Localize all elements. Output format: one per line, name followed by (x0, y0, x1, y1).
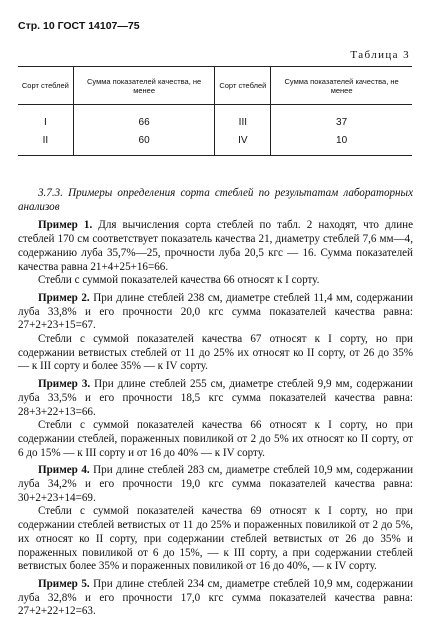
example-paragraph: Стебли с суммой показателей качества 67 относят к I сорту, но при содержании ветвистых стеблей от 11 до 25% их относят ко II сорту, от 26 до 35% — к III сорту и более 35% — к IV сорту. (18, 333, 413, 373)
table-cell: IV (215, 131, 271, 156)
quality-table (18, 66, 412, 156)
example-paragraph: Стебли с суммой показателей качества 66 относят к I сорту, но при содержании стеблей, пораженных повиликой от 2 до 5% их относят ко II сорту, от 6 до 15% — к III сорту и от 16 до 40% — к IV сорту. (18, 419, 413, 459)
example-paragraph: Стебли с суммой показателей качества 69 относят к I сорту, но при содержании стеблей ветвистых от 11 до 25% и пораженных повиликой от 2 до 5%, их относят ко II сорту, при содержании стеблей ветвистых от 26 до 35% и пораженных повиликой от 6 до 15%, — к III сорту, а при содержании стеблей ветвистых более 35% и пораженных повиликой от 16 до 40%, — к IV сорту. (18, 505, 413, 573)
example-paragraph (18, 292, 413, 333)
col-header-grade: Сорт стеблей (215, 67, 271, 105)
table-cell: 60 (73, 131, 215, 156)
example-paragraph: Стебли с суммой показателей качества 66 относят к I сорту. (38, 274, 320, 287)
table-row (18, 105, 412, 132)
example-label: Пример 2. (38, 291, 90, 304)
example-label: Пример 4. (38, 464, 90, 477)
example-paragraph (18, 219, 413, 274)
col-header-grade: Сорт стеблей (18, 67, 73, 105)
col-header-sum: Сумма показателей качества, не менее (271, 67, 412, 105)
table-cell: I (43, 116, 47, 128)
section-heading (18, 187, 413, 214)
example-text: При длине стеблей 234 см, диаметре стеблей 10,9 мм, содержании луба 32,8% и его прочности 17,0 кгс сумма показателей качества равна: 27+2+22+12=63. (18, 577, 414, 618)
table-title: Таблица 3 (350, 49, 410, 61)
example-label: Пример 5. (38, 577, 90, 590)
example-paragraph (18, 378, 413, 419)
table-row (18, 131, 412, 156)
example-text: При длине стеблей 283 см, диаметре стеблей 10,9 мм, содержании луба 34,2% и его прочности 19,0 кгс сумма показателей качества равна: 30+2+23+14=69. (18, 464, 414, 504)
col-header-sum: Сумма показателей качества, не менее (73, 67, 215, 105)
page-header: Стр. 10 ГОСТ 14107—75 (18, 20, 140, 32)
example-paragraph (18, 464, 413, 505)
example-text: При длине стеблей 255 см, диаметре стеблей 9,9 мм, содержании луба 33,5% и его прочности 18,5 кгс сумма показателей качества равна: 28+3+22+13=66. (18, 378, 413, 418)
table-cell: III (215, 105, 271, 132)
table-cell: II (18, 131, 73, 156)
document-body (18, 187, 413, 619)
table-cell: 10 (271, 131, 412, 156)
example-paragraph (18, 578, 413, 619)
table-cell: 37 (271, 105, 412, 132)
example-text: При длине стеблей 238 см, диаметре стеблей 11,4 мм, содержании луба 33,8% и его прочности 20,0 кгс сумма показателей качества равна: 27+2+23+15=67. (18, 291, 414, 332)
section-title: Примеры определения сорта стеблей по результатам лабораторных анализов (18, 187, 413, 213)
example-label: Пример 1. (38, 219, 93, 232)
section-number: 3.7.3. (38, 187, 63, 199)
table-cell: 66 (73, 105, 215, 132)
example-text: Для вычисления сорта стеблей по табл. 2 находят, что длине стеблей 170 см соответствует показатель качества 21, диаметру стеблей 7,6 мм—4, содержанию луба 35,7%—25, прочности луба 20,5 кгс — 16. Сумма показателей качества равна 21+4+25+16=66. (18, 219, 413, 273)
example-label: Пример 3. (38, 378, 91, 391)
